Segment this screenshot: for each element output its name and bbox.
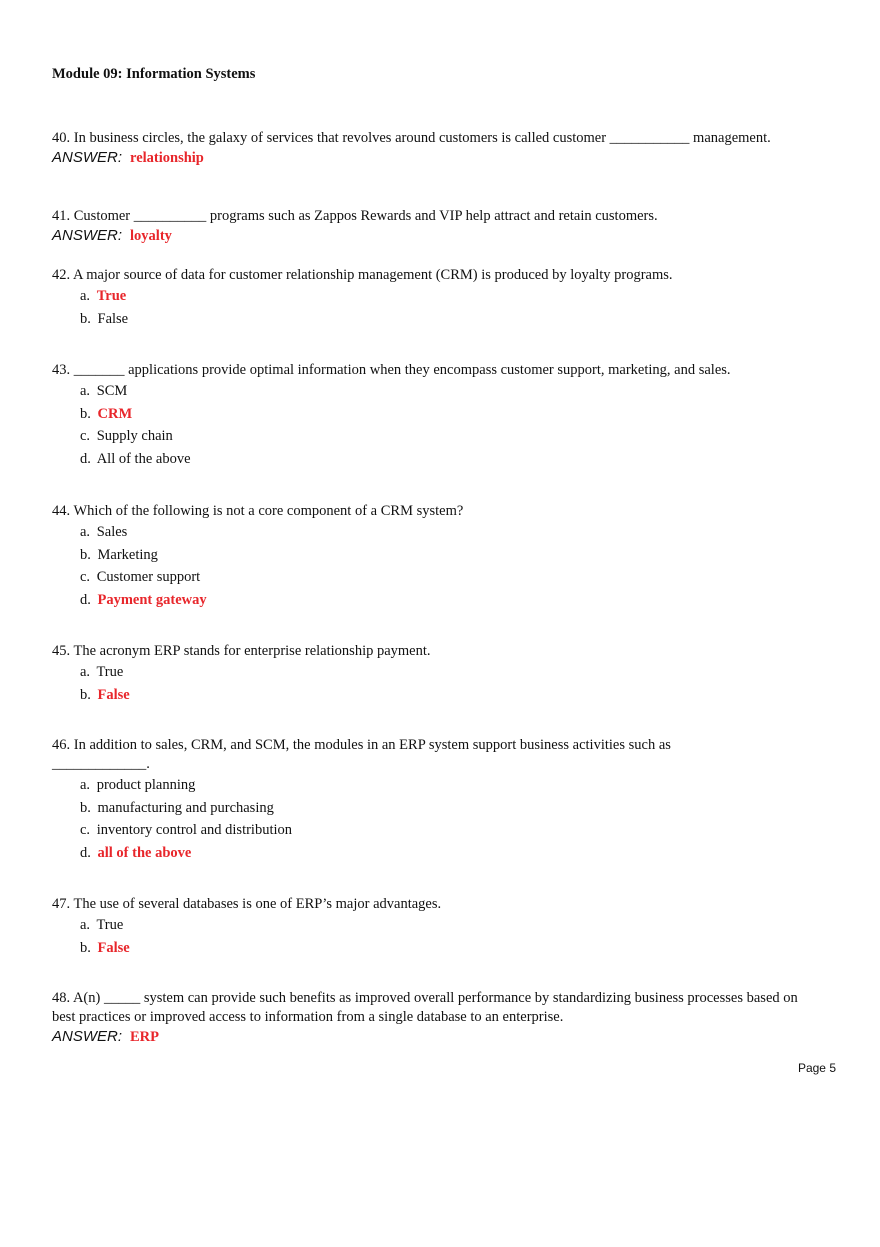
- option-b: [80, 684, 812, 707]
- question-stem: 45. The acronym ERP stands for enterprise relationship payment.: [52, 643, 431, 659]
- option-text-correct: False: [97, 939, 130, 956]
- question-stem: 47. The use of several databases is one of ERP’s major advantages.: [52, 896, 442, 912]
- question-stem: 40. In business circles, the galaxy of services that revolves around customers is called customer ___________ management.: [52, 130, 771, 146]
- answer-label: ANSWER:: [52, 149, 123, 166]
- option-letter: c.: [80, 569, 91, 585]
- option-text: manufacturing and purchasing: [97, 799, 274, 816]
- answer-line: [52, 148, 812, 168]
- option-letter: a.: [80, 524, 91, 540]
- option-text-correct: True: [96, 288, 127, 304]
- option-a: [80, 521, 812, 544]
- question-stem: 41. Customer __________ programs such as Zappos Rewards and VIP help attract and retain customers.: [52, 208, 658, 224]
- question-stem: 48. A(n) _____ system can provide such benefits as improved overall performance by standardizing business processes based on best practices or improved access to information from a single database to an enterprise.: [52, 990, 798, 1025]
- option-text: True: [96, 917, 124, 933]
- option-text: True: [96, 664, 124, 680]
- option-letter: c.: [80, 822, 91, 838]
- option-text: Customer support: [96, 569, 201, 585]
- option-letter: d.: [80, 591, 91, 608]
- question-stem: 46. In addition to sales, CRM, and SCM, the modules in an ERP system support business activities such as _____________.: [52, 737, 671, 772]
- option-letter: d.: [80, 450, 91, 467]
- option-text: All of the above: [96, 450, 191, 467]
- option-text-correct: all of the above: [97, 844, 192, 861]
- option-d: [80, 589, 812, 612]
- option-letter: b.: [80, 939, 91, 956]
- option-letter: d.: [80, 844, 91, 861]
- option-text: False: [97, 310, 129, 327]
- option-b: [80, 937, 812, 960]
- option-letter: b.: [80, 546, 91, 563]
- question-47: [52, 895, 812, 959]
- option-text-correct: Payment gateway: [97, 591, 207, 608]
- answer-label: ANSWER:: [52, 1028, 123, 1045]
- option-letter: a.: [80, 383, 91, 399]
- question-45: [52, 642, 812, 706]
- option-letter: c.: [80, 428, 91, 444]
- question-46: [52, 736, 752, 864]
- option-letter: b.: [80, 310, 91, 327]
- question-stem: 42. A major source of data for customer relationship management (CRM) is produced by loyalty programs.: [52, 267, 673, 283]
- option-d: [80, 842, 752, 865]
- option-text: product planning: [96, 777, 196, 793]
- option-letter: a.: [80, 288, 91, 304]
- option-text-correct: False: [97, 686, 130, 703]
- option-text: Supply chain: [96, 428, 173, 444]
- option-b: [80, 308, 812, 331]
- option-letter: b.: [80, 686, 91, 703]
- answer-line: [52, 226, 812, 246]
- option-b: [80, 403, 842, 426]
- question-stem: 44. Which of the following is not a core component of a CRM system?: [52, 503, 464, 519]
- answer-value: relationship: [130, 150, 204, 166]
- option-a: [80, 914, 812, 937]
- answer-label: ANSWER:: [52, 227, 123, 244]
- option-a: [80, 774, 752, 797]
- option-letter: a.: [80, 917, 91, 933]
- option-c: [80, 566, 812, 589]
- option-text: inventory control and distribution: [96, 822, 293, 838]
- option-d: [80, 448, 842, 471]
- question-stem: 43. _______ applications provide optimal information when they encompass customer support, marketing, and sales.: [52, 362, 731, 378]
- page-number: Page 5: [797, 1061, 836, 1075]
- question-42: [52, 266, 812, 330]
- question-40: [52, 129, 812, 168]
- answer-value: ERP: [130, 1029, 160, 1045]
- option-letter: a.: [80, 777, 91, 793]
- option-letter: b.: [80, 799, 91, 816]
- option-letter: b.: [80, 405, 91, 422]
- option-a: [80, 380, 842, 403]
- page-title: Module 09: Information Systems: [52, 66, 256, 82]
- option-b: [80, 797, 752, 820]
- question-41: [52, 207, 812, 246]
- option-a: [80, 661, 812, 684]
- option-c: [80, 819, 752, 842]
- option-text: Marketing: [97, 546, 158, 563]
- question-44: [52, 502, 812, 611]
- option-text-correct: CRM: [97, 405, 133, 422]
- question-43: [52, 361, 842, 470]
- option-letter: a.: [80, 664, 91, 680]
- answer-value: loyalty: [130, 228, 172, 244]
- option-text: Sales: [96, 524, 128, 540]
- option-b: [80, 544, 812, 567]
- option-text: SCM: [96, 383, 128, 399]
- answer-line: [52, 1027, 822, 1047]
- question-48: [52, 989, 822, 1047]
- option-c: [80, 425, 842, 448]
- option-a: [80, 285, 812, 308]
